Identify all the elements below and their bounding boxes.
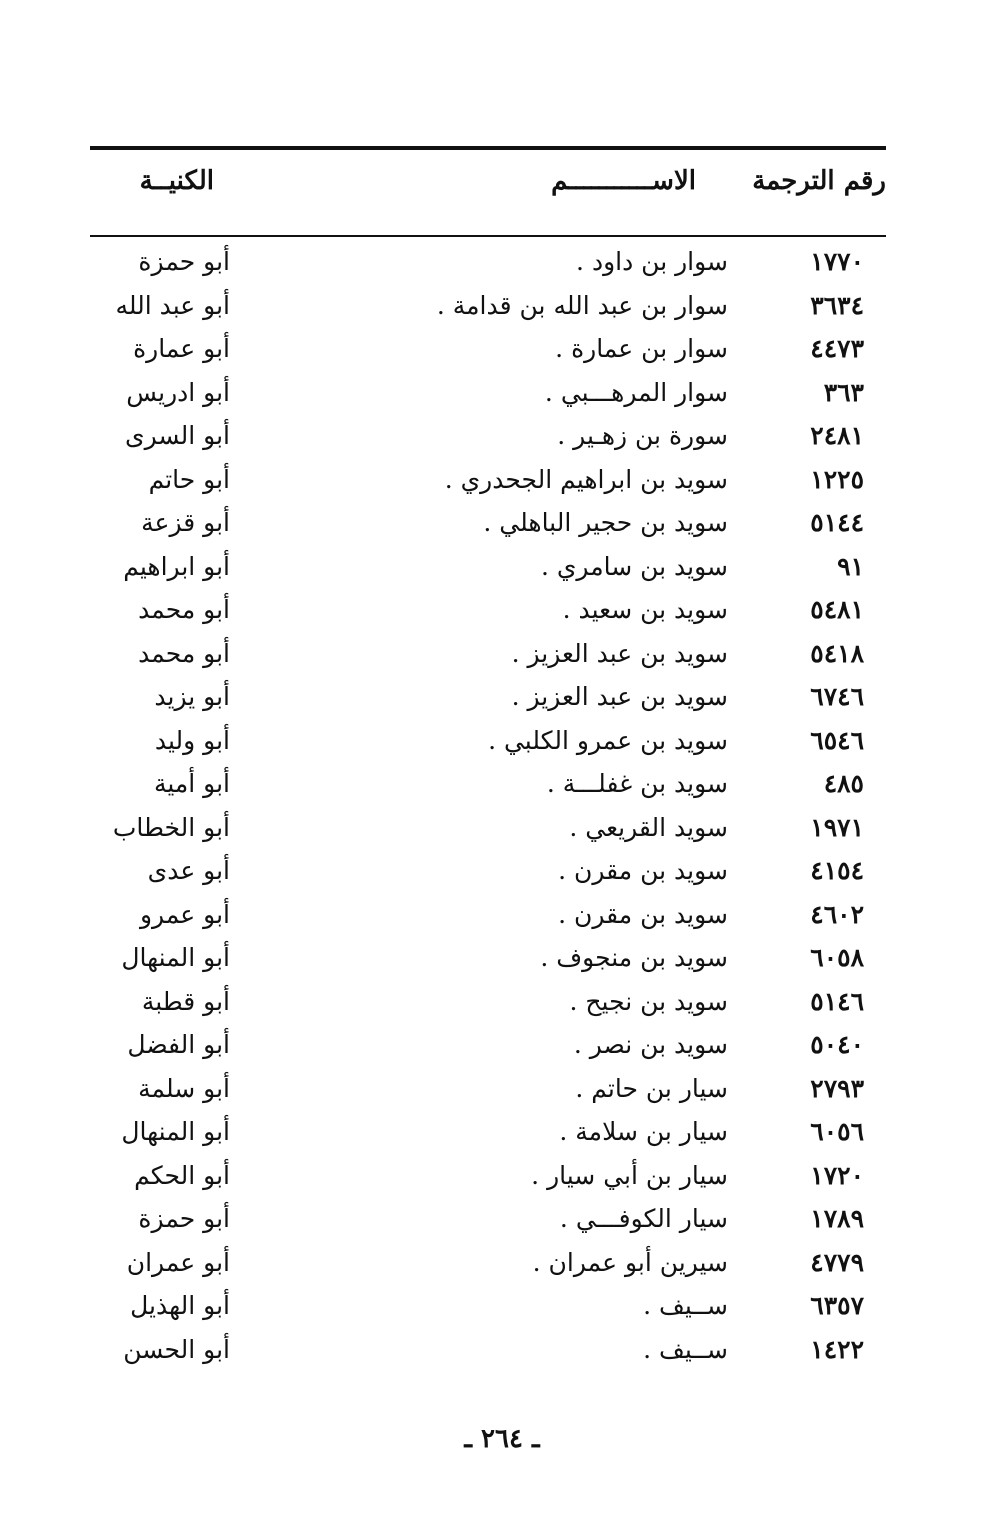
header-kunya: الكنيــة <box>139 166 214 196</box>
table-row <box>90 1067 886 1111</box>
entry-kunya: أبو قطبة <box>141 986 230 1016</box>
entry-name: سويد بن نجيح . <box>569 986 728 1016</box>
entry-number: ٢٤٨١ <box>810 421 864 450</box>
entry-name: سويد بن سامري . <box>540 551 728 581</box>
table-row <box>90 675 886 719</box>
entry-kunya: أبو عمرو <box>139 899 230 929</box>
entry-kunya: أبو سلمة <box>138 1073 230 1103</box>
entry-kunya: أبو عمران <box>126 1247 230 1277</box>
entry-kunya: أبو المنهال <box>121 943 230 972</box>
entry-number: ٤١٥٤ <box>810 856 864 885</box>
entry-kunya: أبو السرى <box>125 421 230 450</box>
entry-number: ٤٦٠٢ <box>810 899 864 929</box>
header-rule <box>90 235 886 237</box>
entry-name: سويد القريعي . <box>569 812 728 842</box>
entry-number: ٥٤١٨ <box>810 638 864 668</box>
entry-number: ٥٤٨١ <box>810 595 864 624</box>
entry-number: ٦٠٥٦ <box>810 1117 864 1146</box>
entry-name: سويد بن سعيد . <box>562 595 728 624</box>
entry-number: ٦٧٤٦ <box>810 682 864 711</box>
table-row <box>90 458 886 502</box>
table-row <box>90 284 886 328</box>
entry-number: ٣٦٣ <box>823 377 864 407</box>
entry-number: ٦٥٤٦ <box>810 725 864 755</box>
entry-number: ١٧٧٠ <box>810 247 864 276</box>
entry-kunya: أبو ابراهيم <box>123 551 230 581</box>
entry-name: سويد بن مقرن . <box>558 856 728 885</box>
entry-kunya: أبو الخطاب <box>112 812 230 842</box>
table-row <box>90 1197 886 1241</box>
entry-kunya: أبو عمارة <box>133 334 230 363</box>
table-row <box>90 1023 886 1067</box>
entry-number: ١٩٧١ <box>810 812 864 842</box>
entry-name: سيار بن حاتم . <box>575 1073 728 1103</box>
table-row <box>90 980 886 1024</box>
entry-name: سوار المرهـــبي . <box>544 377 728 407</box>
page-number: ـ ٢٦٤ ـ <box>464 1424 540 1454</box>
top-rule <box>90 146 886 150</box>
table-row <box>90 719 886 763</box>
entry-name: سويد بن منجوف . <box>540 943 728 972</box>
table-row <box>90 806 886 850</box>
entry-kunya: أبو الحكم <box>134 1160 230 1190</box>
entry-number: ٤٨٥ <box>823 769 864 798</box>
entry-name: ســيف . <box>643 1334 728 1364</box>
entry-kunya: أبو محمد <box>138 638 230 668</box>
entry-number: ٦٠٥٨ <box>810 943 864 972</box>
entry-number: ٥١٤٤ <box>810 508 864 537</box>
entry-name: سيار الكوفـــي . <box>559 1204 728 1233</box>
entry-number: ٣٦٣٤ <box>810 290 864 320</box>
entry-kunya: أبو عدى <box>147 856 230 885</box>
entry-kunya: أبو المنهال <box>121 1117 230 1146</box>
entry-name: سوار بن داود . <box>576 247 728 276</box>
table-row <box>90 1154 886 1198</box>
entry-number: ١٧٨٩ <box>810 1204 864 1233</box>
entry-number: ٩١ <box>837 551 864 581</box>
table-row <box>90 545 886 589</box>
entry-name: سيار بن سلامة . <box>559 1117 728 1146</box>
entry-number: ٤٤٧٣ <box>810 334 864 363</box>
entry-kunya: أبو عبد الله <box>115 290 230 320</box>
entry-name: سويد بن نصر . <box>573 1030 728 1059</box>
table-row <box>90 414 886 458</box>
entry-kunya: أبو ادريس <box>126 377 230 407</box>
table-row <box>90 371 886 415</box>
table-body <box>90 240 886 1371</box>
entry-kunya: أبو حمزة <box>138 1204 230 1233</box>
entry-kunya: أبو قزعة <box>141 508 230 537</box>
table-header <box>90 166 886 206</box>
table-row <box>90 936 886 980</box>
entry-name: سيرين أبو عمران . <box>532 1247 728 1277</box>
entry-kunya: أبو وليد <box>154 725 230 755</box>
entry-name: ســيف . <box>643 1291 728 1320</box>
entry-name: سوار بن عمارة . <box>555 334 728 363</box>
header-number: رقم الترجمة <box>752 166 886 196</box>
table-row <box>90 632 886 676</box>
entry-name: سويد بن عبد العزيز . <box>511 682 728 711</box>
entry-name: سويد بن ابراهيم الجحدري . <box>444 464 728 494</box>
entry-number: ٥٠٤٠ <box>810 1030 864 1059</box>
entry-kunya: أبو الحسن <box>123 1334 230 1364</box>
table-row <box>90 240 886 284</box>
entry-number: ٦٣٥٧ <box>810 1291 864 1320</box>
entry-name: سيار بن أبي سيار . <box>531 1160 728 1190</box>
entry-number: ٢٧٩٣ <box>810 1073 864 1103</box>
table-row <box>90 893 886 937</box>
table-row <box>90 1284 886 1328</box>
table-row <box>90 1328 886 1372</box>
header-name: الاســـــــــــم <box>551 166 696 196</box>
entry-number: ١٧٢٠ <box>810 1160 864 1190</box>
entry-number: ١٤٢٢ <box>810 1334 864 1364</box>
entry-name: سوار بن عبد الله بن قدامة . <box>436 290 728 320</box>
table-row <box>90 588 886 632</box>
entry-name: سويد بن عبد العزيز . <box>511 638 728 668</box>
entry-kunya: أبو أمية <box>153 769 230 798</box>
table-row <box>90 1110 886 1154</box>
entry-name: سويد بن غفلـــة . <box>546 769 728 798</box>
entry-number: ٤٧٧٩ <box>810 1247 864 1277</box>
entry-number: ٥١٤٦ <box>810 986 864 1016</box>
entry-name: سويد بن حجير الباهلي . <box>483 508 728 537</box>
entry-kunya: أبو حمزة <box>138 247 230 276</box>
entry-kunya: أبو حاتم <box>148 464 230 494</box>
table-row <box>90 1241 886 1285</box>
entry-name: سويد بن مقرن . <box>558 899 728 929</box>
entry-kunya: أبو الفضل <box>127 1030 230 1059</box>
table-row <box>90 327 886 371</box>
table-row <box>90 849 886 893</box>
entry-kunya: أبو الهذيل <box>130 1291 230 1320</box>
table-row <box>90 501 886 545</box>
entry-name: سويد بن عمرو الكلبي . <box>488 725 728 755</box>
entry-number: ١٢٢٥ <box>810 464 864 494</box>
entry-kunya: أبو محمد <box>138 595 230 624</box>
entry-name: سورة بن زهـير . <box>557 421 728 450</box>
entry-kunya: أبو يزيد <box>154 682 230 711</box>
table-row <box>90 762 886 806</box>
